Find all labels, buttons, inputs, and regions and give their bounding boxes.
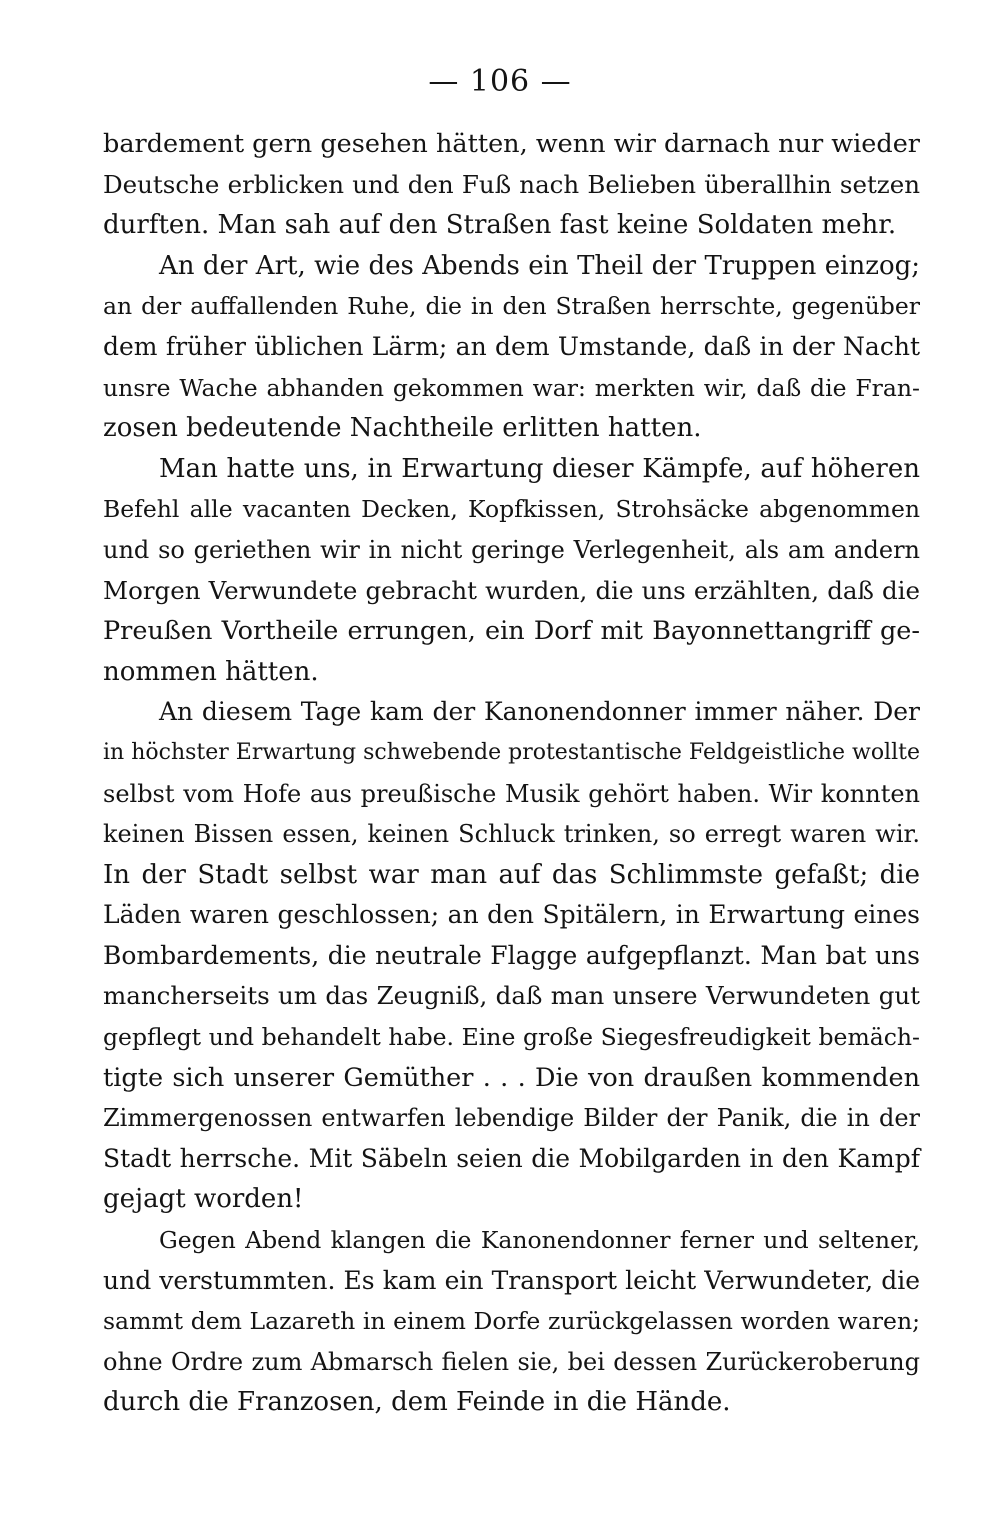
page-number: — 106 — [428,64,572,99]
text-line: Zimmergenossen entwarfen lebendige Bilder der Panik, die in der [103,1104,920,1133]
text-line: in höchster Erwartung schwebende protestantische Feldgeistliche wollte [103,739,920,765]
text-line: zosen bedeutende Nachtheile erlitten hatten. [103,413,702,444]
text-line: An diesem Tage kam der Kanonendonner immer näher. Der [159,697,920,727]
text-line: Morgen Verwundete gebracht wurden, die uns erzählten, daß die [103,575,920,605]
text-line: Bombardements, die neutrale Flagge aufgepflanzt. Man bat uns [103,940,920,970]
text-line: An der Art, wie des Abends ein Theil der Truppen einzog; [159,250,920,281]
text-line: und so geriethen wir in nicht geringe Verlegenheit, als am andern [103,535,920,564]
text-line: gejagt worden! [103,1184,304,1215]
text-line: In der Stadt selbst war man auf das Schlimmste gefaßt; die [103,859,920,890]
text-line: unsre Wache abhanden gekommen war: merkten wir, daß die Fran- [103,373,920,402]
text-line: Läden waren geschlossen; an den Spitälern, in Erwartung eines [103,900,920,930]
text-line: und verstummten. Es kam ein Transport leicht Verwundeter, die [103,1265,920,1295]
text-line: ohne Ordre zum Abmarsch fielen sie, bei dessen Zurückeroberung [103,1347,920,1376]
text-line: gepflegt und behandelt habe. Eine große Siegesfreudigkeit bemäch- [103,1023,920,1052]
text-line: keinen Bissen essen, keinen Schluck trinken, so erregt waren wir. [103,820,920,849]
text-line: dem früher üblichen Lärm; an dem Umstande, daß in der Nacht [103,331,920,361]
text-line: Gegen Abend klangen die Kanonendonner ferner und seltener, [159,1226,920,1255]
text-line: sammt dem Lazareth in einem Dorfe zurückgelassen worden waren; [103,1307,920,1336]
text-line: mancherseits um das Zeugniß, daß man unsere Verwundeten gut [103,981,920,1011]
text-line: selbst vom Hofe aus preußische Musik gehört haben. Wir konnten [103,779,920,808]
text-line: nommen hätten. [103,656,319,687]
text-line: bardement gern gesehen hätten, wenn wir darnach nur wieder [103,129,920,159]
text-line: durften. Man sah auf den Straßen fast keine Soldaten mehr. [103,210,897,241]
text-line: durch die Franzosen, dem Feinde in die Hände. [103,1387,731,1418]
text-line: Stadt herrsche. Mit Säbeln seien die Mobilgarden in den Kampf [103,1143,920,1173]
text-line: Preußen Vortheile errungen, ein Dorf mit Bayonnettangriff ge- [103,616,920,647]
text-line: tigte sich unserer Gemüther . . . Die von draußen kommenden [103,1062,920,1093]
text-line: Befehl alle vacanten Decken, Kopfkissen, Strohsäcke abgenommen [103,495,920,524]
text-line: Deutsche erblicken und den Fuß nach Belieben überallhin setzen [103,169,920,199]
text-line: Man hatte uns, in Erwartung dieser Kämpfe, auf höheren [159,453,920,484]
body-text [103,124,920,1423]
text-line: an der auffallenden Ruhe, die in den Straßen herrschte, gegenüber [103,292,920,321]
